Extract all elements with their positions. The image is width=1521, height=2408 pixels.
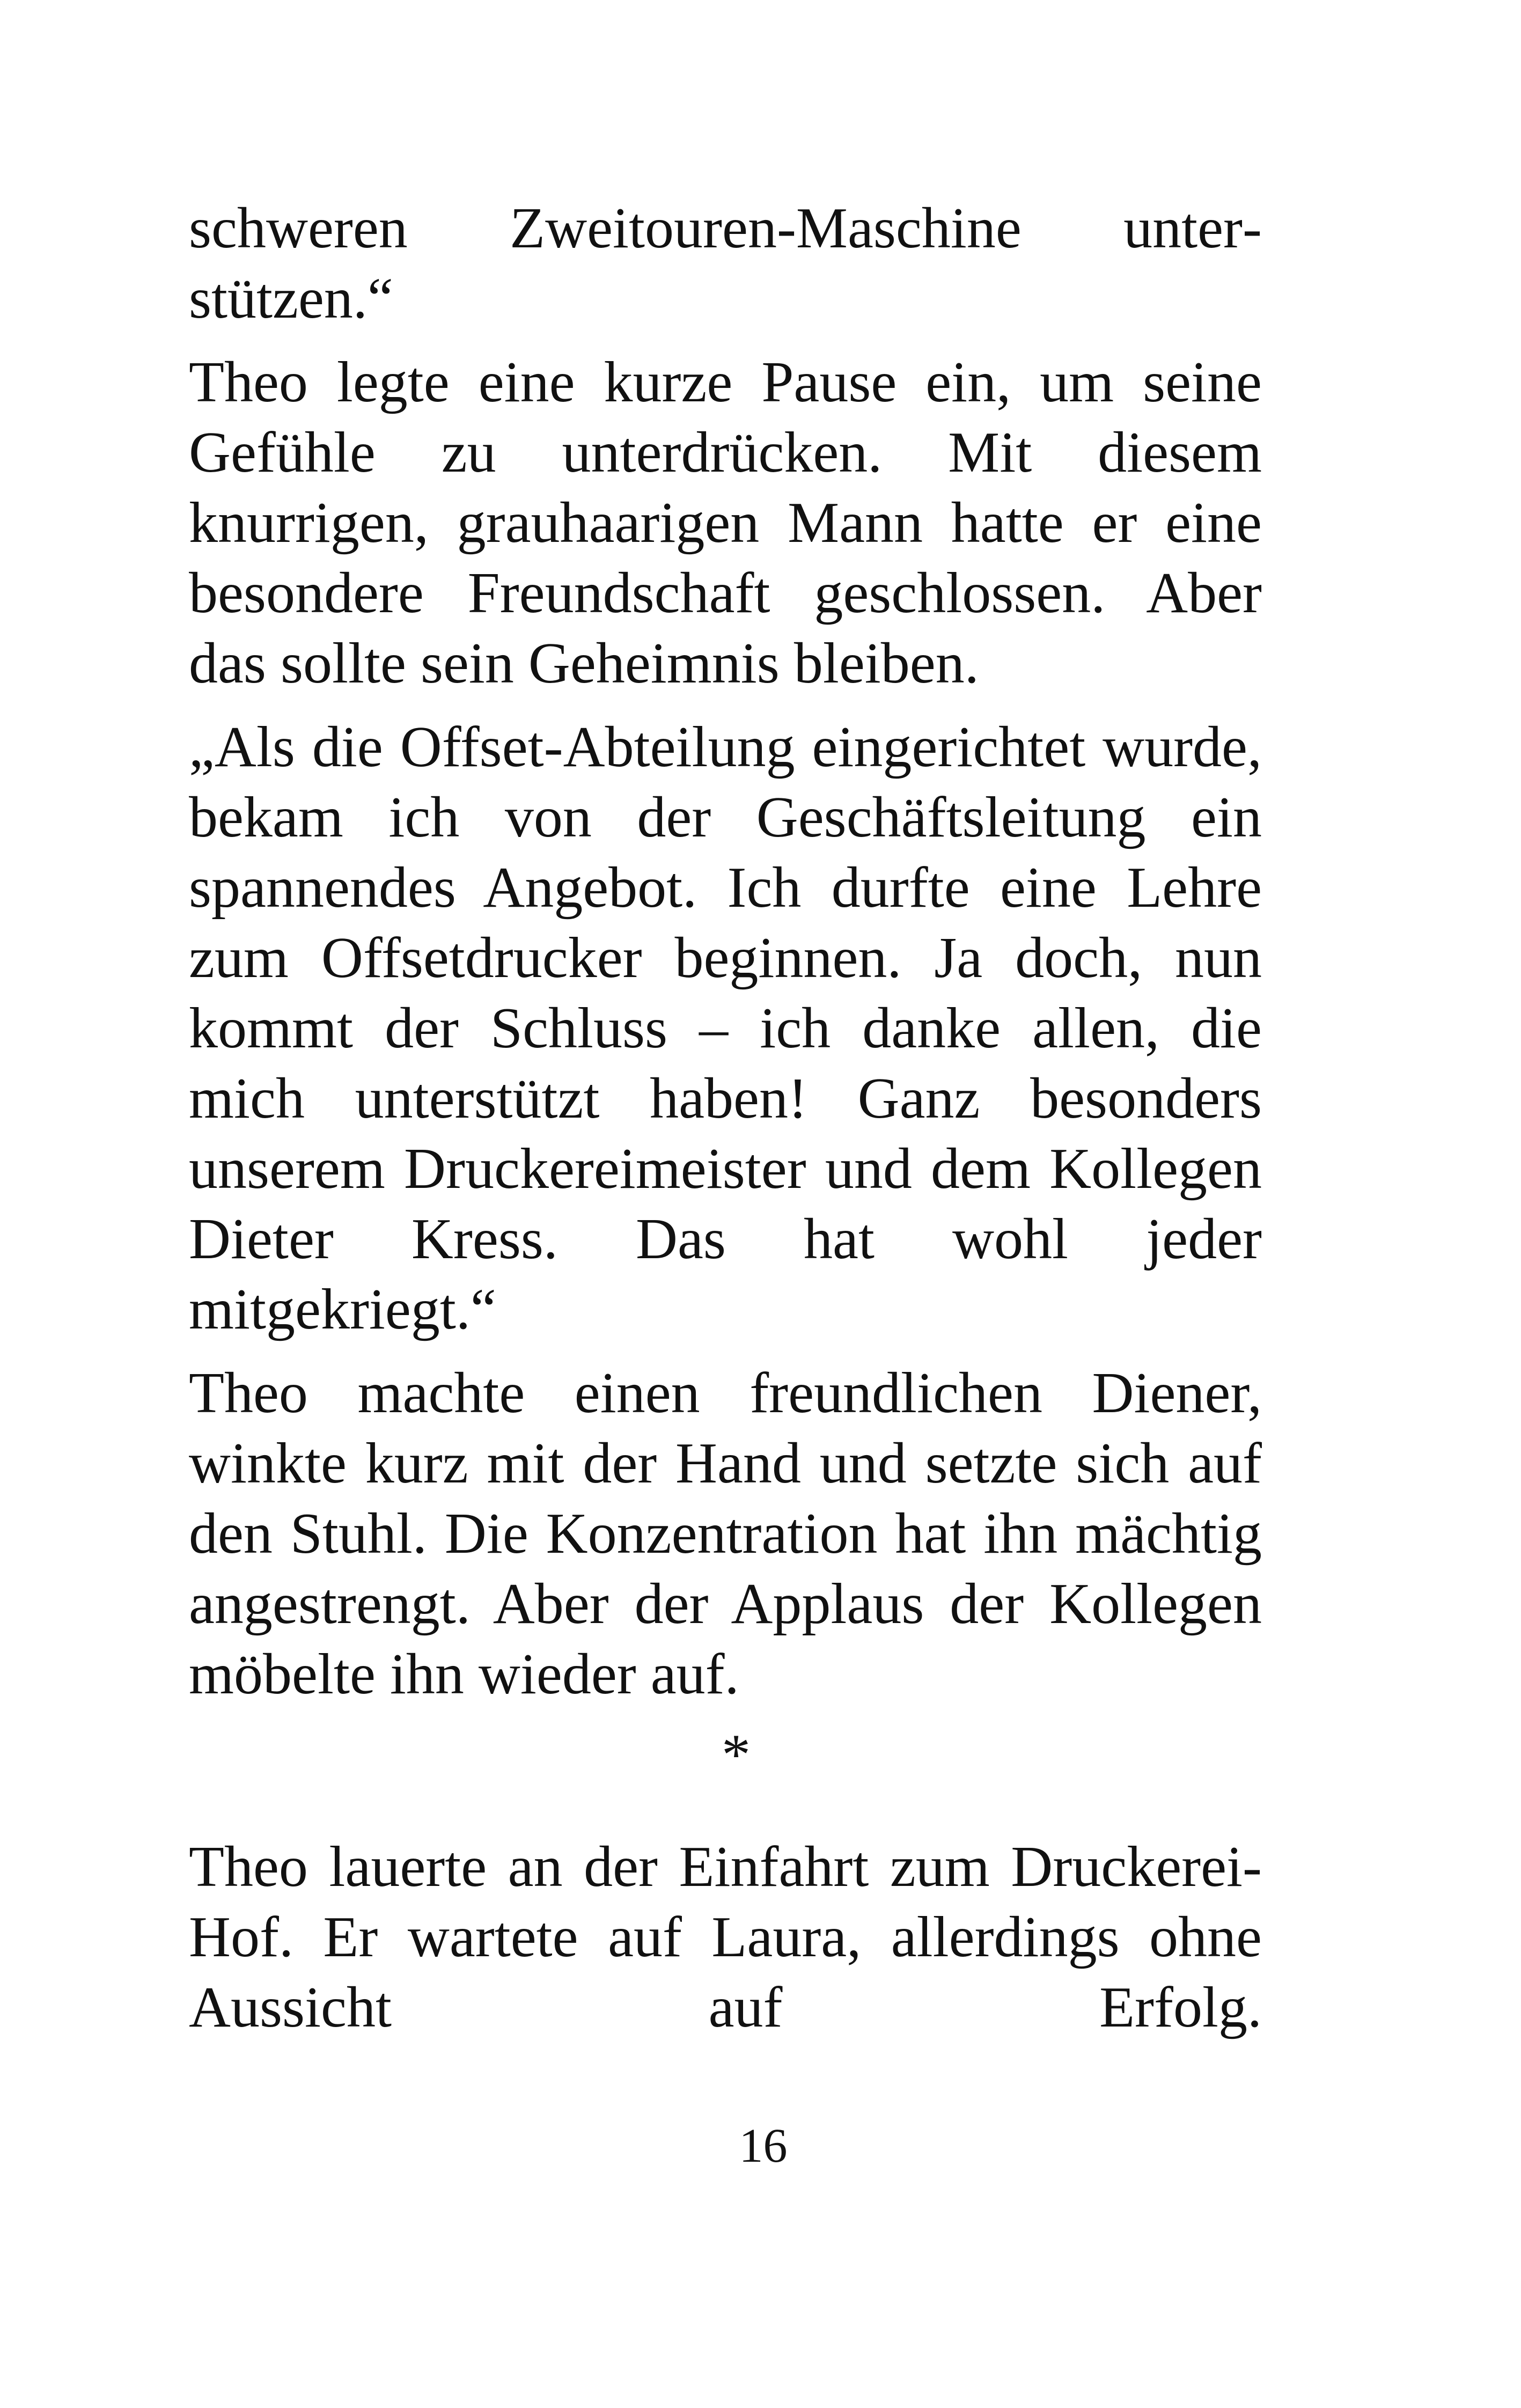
paragraph-2: Theo legte eine kurze Pause ein, um seine Gefühle zu unterdrücken. Mit diesem knurrigen, grauhaarigen Mann hatte er eine besondere Freundschaft geschlossen. Aber das sollte sein Geheimnis bleiben.	[189, 350, 1262, 695]
paragraph-1: schweren Zweitouren-Maschine unterstützen.“	[189, 196, 1262, 331]
paragraph-3: „Als die Offset-Abteilung eingerichtet wurde, bekam ich von der Geschäftsleitung ein spannendes Angebot. Ich durfte eine Lehre zum Offsetdrucker beginnen. Ja doch, nun kommt der Schluss – ich danke allen, die mich unterstützt haben! Ganz besonders unserem Druckereimeister und dem Kollegen Dieter Kress. Das hat wohl jeder mitgekriegt.“	[189, 715, 1262, 1341]
paragraph-5: Theo lauerte an der Einfahrt zum Druckerei-Hof. Er wartete auf Laura, allerdings ohne Aussicht auf Erfolg.	[189, 1835, 1262, 2039]
page-number: 16	[739, 2119, 788, 2172]
section-separator: *	[722, 1723, 751, 1787]
paragraph-4: Theo machte einen freundlichen Diener, winkte kurz mit der Hand und setzte sich auf den Stuhl. Die Konzentration hat ihn mächtig angestrengt. Aber der Applaus der Kollegen möbelte ihn wieder auf.	[189, 1361, 1262, 1706]
body-text	[189, 193, 1262, 2056]
